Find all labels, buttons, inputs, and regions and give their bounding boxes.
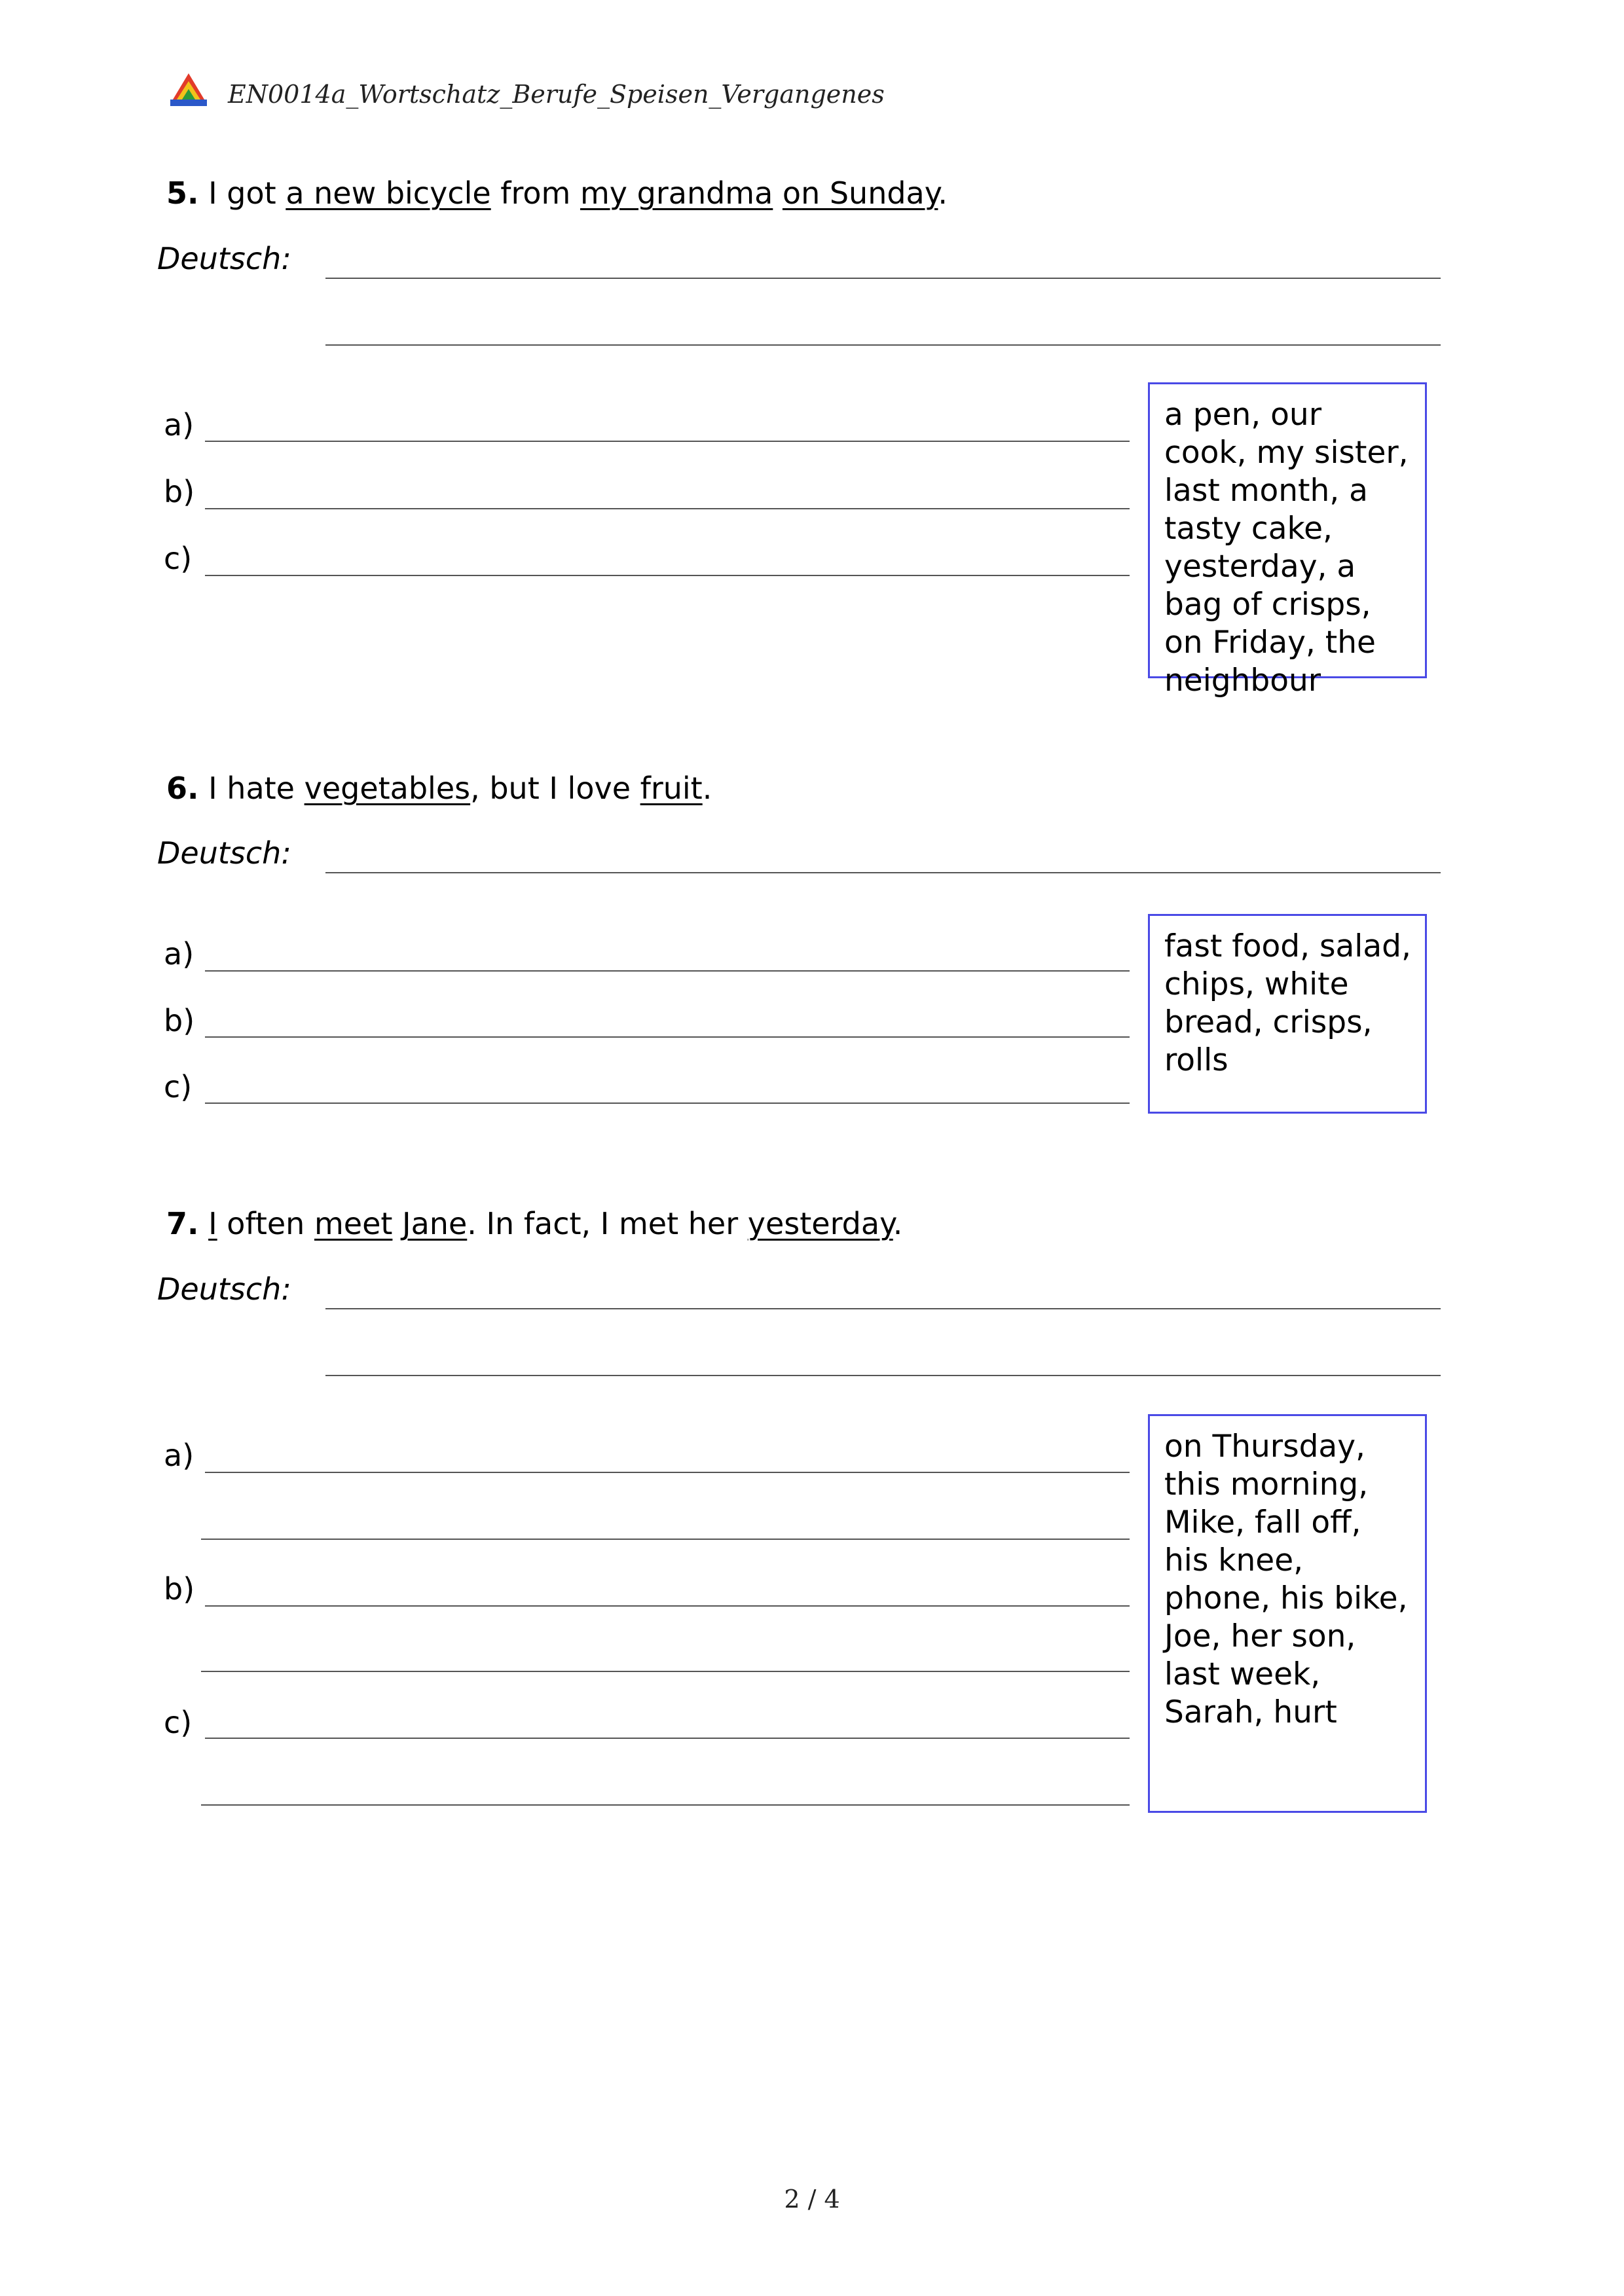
option-label: c) [164,1705,193,1740]
page-number: 2 / 4 [784,2185,840,2214]
deutsch-label: Deutsch: [157,1271,291,1307]
option-label: a) [164,407,194,443]
option-label: a) [164,936,194,972]
question-7-sentence: 7. I often meet Jane. In fact, I met her yesterday. [166,1206,903,1241]
question-number: 7. [166,1206,199,1241]
answer-line-c[interactable] [205,1102,1130,1104]
logo-icon [169,72,208,109]
word-box: fast food, salad, chips, white bread, crisps, rolls [1148,914,1427,1114]
option-label: b) [164,474,195,509]
question-5-sentence: 5. I got a new bicycle from my grandma on Sunday. [166,175,948,211]
deutsch-label: Deutsch: [157,835,291,871]
option-label: b) [164,1571,195,1607]
option-label: b) [164,1003,195,1038]
answer-line-b[interactable] [205,1605,1130,1607]
answer-line-c[interactable] [205,1738,1130,1739]
question-number: 6. [166,771,199,806]
option-label: c) [164,1069,193,1104]
answer-line-a-continued[interactable] [201,1539,1130,1540]
deutsch-answer-line[interactable] [325,872,1441,873]
option-label: a) [164,1438,194,1473]
question-6-sentence: 6. I hate vegetables, but I love fruit. [166,771,712,806]
answer-line-a[interactable] [205,441,1130,442]
deutsch-answer-line[interactable] [325,278,1441,279]
option-label: c) [164,541,193,576]
answer-line-a[interactable] [205,970,1130,972]
answer-line-b[interactable] [205,1036,1130,1038]
deutsch-label: Deutsch: [157,241,291,276]
question-number: 5. [166,175,199,211]
answer-line-c-continued[interactable] [201,1804,1130,1806]
answer-line-c[interactable] [205,575,1130,576]
deutsch-answer-line[interactable] [325,1308,1441,1309]
word-box: a pen, our cook, my sister, last month, a tasty cake, yesterday, a bag of crisps, on Friday, the neighbour [1148,382,1427,678]
answer-line-b[interactable] [205,508,1130,509]
word-box: on Thursday, this morning, Mike, fall off, his knee, phone, his bike, Joe, her son, last week, Sarah, hurt [1148,1414,1427,1813]
deutsch-answer-line[interactable] [325,1375,1441,1376]
answer-line-b-continued[interactable] [201,1671,1130,1672]
deutsch-answer-line[interactable] [325,344,1441,346]
answer-line-a[interactable] [205,1472,1130,1473]
document-title: EN0014a_Wortschatz_Berufe_Speisen_Vergangenes [228,80,885,109]
